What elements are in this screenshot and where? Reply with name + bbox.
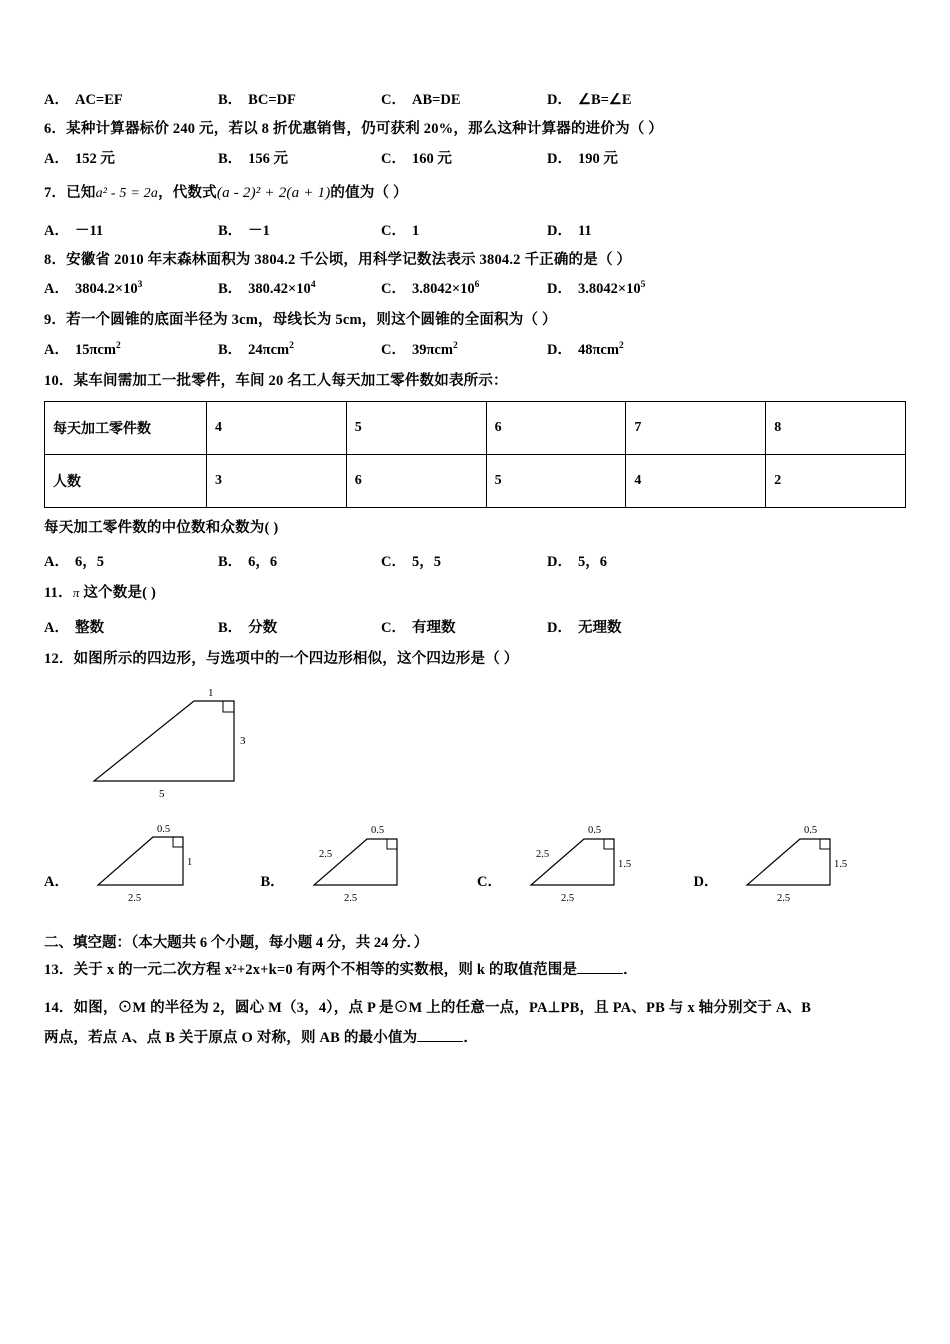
question-12-choices	[44, 817, 910, 917]
option-exponent: 2	[618, 341, 624, 352]
label-top: 0.5	[156, 824, 171, 835]
row-header: 人数	[45, 454, 207, 507]
option-text: BC=DF	[248, 92, 296, 108]
choice-c[interactable]	[477, 817, 694, 917]
option-label: B．	[218, 92, 243, 108]
question-7-stem	[44, 182, 910, 205]
label-top: 0.5	[804, 825, 818, 836]
table-row	[45, 401, 906, 454]
choice-label: A．	[44, 874, 69, 890]
option-text: 3.8042×10	[411, 281, 475, 298]
question-6-options	[44, 147, 910, 168]
question-6-stem: 6．某种计算器标价 240 元，若以 8 折优惠销售，仍可获利 20%，那么这种计算器的进价为（ ）	[44, 121, 663, 137]
option-label: B．	[218, 553, 243, 570]
answer-blank[interactable]	[417, 1041, 463, 1042]
choice-b[interactable]	[261, 817, 478, 917]
option-exponent: 2	[115, 341, 121, 352]
question-10-options	[44, 550, 910, 571]
option-b[interactable]	[218, 88, 381, 109]
option-d[interactable]	[547, 616, 621, 637]
option-text: 11	[577, 222, 592, 239]
label-right: 1.5	[617, 859, 632, 870]
option-label: B．	[218, 150, 243, 167]
q7-expression-1: a² - 5 = 2a	[95, 185, 159, 201]
option-c[interactable]	[381, 147, 547, 168]
page-content	[44, 82, 910, 1053]
label-bottom: 2.5	[777, 893, 791, 904]
question-8-options	[44, 277, 910, 298]
option-label: C．	[381, 342, 406, 358]
option-a[interactable]	[44, 616, 218, 637]
parts-table	[44, 401, 906, 508]
option-c[interactable]	[381, 277, 547, 298]
cell: 6	[486, 401, 626, 454]
option-exponent: 5	[640, 280, 646, 291]
option-text: －1	[248, 222, 270, 239]
option-label: C．	[381, 553, 406, 570]
cell: 3	[207, 454, 347, 507]
option-label: D．	[547, 342, 572, 358]
option-text: 3804.2×10	[74, 281, 138, 298]
option-a[interactable]	[44, 550, 218, 571]
q11-suffix: 这个数是( )	[83, 584, 157, 601]
option-exponent: 2	[452, 341, 458, 352]
option-d[interactable]	[547, 277, 645, 298]
option-text: 380.42×10	[248, 281, 311, 298]
trapezoid-c-svg	[506, 817, 656, 917]
cell: 8	[766, 401, 906, 454]
option-b[interactable]	[218, 616, 381, 637]
option-b[interactable]	[218, 147, 381, 168]
cell: 4	[207, 401, 347, 454]
label-top: 0.5	[370, 825, 384, 836]
option-label: B．	[218, 620, 243, 637]
option-label: A．	[44, 92, 69, 108]
question-7-options	[44, 219, 910, 240]
option-b[interactable]	[218, 338, 381, 359]
option-exponent: 4	[310, 280, 316, 291]
option-label: A．	[44, 281, 69, 298]
label-right: 3	[240, 735, 246, 747]
cell: 5	[486, 454, 626, 507]
q7-expression-2: (a - 2)² + 2(a + 1)	[216, 184, 331, 201]
choice-a[interactable]	[44, 817, 261, 917]
question-13-tail: ．	[623, 962, 638, 978]
option-label: A．	[44, 222, 69, 239]
question-14-text: 两点，若点 A、点 B 关于原点 O 对称，则 AB 的最小值为	[44, 1029, 418, 1046]
section-2-heading: 二、填空题：（本大题共 6 个小题，每小题 4 分，共 24 分．）	[44, 935, 429, 951]
option-c[interactable]	[381, 338, 547, 359]
option-label: D．	[547, 620, 572, 637]
option-a[interactable]	[44, 147, 218, 168]
q7-stem-prefix: 7．已知	[44, 184, 96, 201]
option-label: D．	[547, 150, 572, 167]
trapezoid-a-svg	[73, 817, 223, 917]
label-top: 0.5	[587, 825, 602, 836]
label-left: 2.5	[318, 849, 332, 860]
cell: 2	[766, 454, 906, 507]
option-a[interactable]	[44, 88, 218, 109]
option-label: C．	[381, 222, 406, 239]
option-label: B．	[218, 342, 243, 358]
question-11-stem	[44, 583, 910, 605]
question-14-line-2	[44, 1028, 910, 1050]
option-text: 无理数	[577, 620, 622, 637]
question-13	[44, 960, 910, 982]
option-label: C．	[381, 150, 406, 167]
option-label: C．	[381, 620, 406, 637]
trapezoid-main-svg	[84, 681, 284, 806]
option-d[interactable]	[547, 338, 624, 359]
question-14-tail: ．	[463, 1029, 479, 1046]
question-9-stem: 9．若一个圆锥的底面半径为 3cm，母线长为 5cm，则这个圆锥的全面积为（ ）	[44, 312, 557, 329]
option-text: 6，5	[74, 553, 104, 570]
option-text: 39πcm	[411, 342, 453, 358]
label-top: 1	[208, 687, 214, 699]
option-c[interactable]	[381, 88, 547, 109]
option-b[interactable]	[218, 277, 381, 298]
option-label: C．	[381, 281, 406, 298]
table-row	[45, 454, 906, 507]
choice-label: D．	[693, 874, 719, 890]
label-bottom: 2.5	[343, 893, 357, 904]
choice-label: C．	[477, 874, 502, 890]
option-a[interactable]	[44, 277, 218, 298]
question-11-options	[44, 616, 910, 637]
option-text: －11	[74, 222, 104, 239]
option-text: 156 元	[248, 150, 289, 167]
label-right: 1.5	[834, 859, 848, 870]
option-label: D．	[547, 222, 572, 239]
cell: 5	[346, 401, 486, 454]
option-label: B．	[218, 222, 243, 239]
option-label: A．	[44, 150, 69, 167]
cell: 6	[346, 454, 486, 507]
question-13-text: 13．关于 x 的一元二次方程 x²+2x+k=0 有两个不相等的实数根，则 k 的取值范围是	[44, 962, 578, 978]
option-text: 15πcm	[74, 342, 116, 358]
option-text: 160 元	[411, 150, 452, 167]
cell: 7	[626, 401, 766, 454]
label-bottom: 2.5	[127, 893, 142, 904]
option-d[interactable]	[547, 147, 618, 168]
option-text: 1	[411, 222, 420, 239]
question-12-stem: 12．如图所示的四边形，与选项中的一个四边形相似，这个四边形是（ ）	[44, 651, 519, 668]
option-c[interactable]	[381, 616, 547, 637]
option-exponent: 6	[474, 280, 480, 291]
choice-d[interactable]	[694, 817, 911, 917]
option-text: 190 元	[577, 150, 618, 167]
option-label: A．	[44, 620, 69, 637]
option-text: 有理数	[411, 620, 456, 637]
option-c[interactable]	[381, 550, 547, 571]
option-label: D．	[547, 281, 572, 298]
q7-stem-suffix: 的值为（ ）	[330, 184, 408, 201]
option-text: 3.8042×10	[577, 281, 641, 298]
label-bottom: 2.5	[560, 893, 575, 904]
choice-label: B．	[260, 874, 285, 890]
option-label: A．	[44, 553, 69, 570]
option-d[interactable]	[547, 88, 632, 109]
option-c[interactable]	[381, 219, 547, 240]
row-header: 每天加工零件数	[45, 401, 207, 454]
option-text: 5，5	[411, 553, 441, 570]
answer-blank[interactable]	[577, 973, 623, 974]
option-text: 整数	[74, 620, 104, 637]
option-text: 48πcm	[577, 342, 619, 358]
trapezoid-d-svg	[722, 817, 872, 917]
question-5-options	[44, 88, 910, 109]
question-12-main-figure	[84, 681, 910, 811]
option-text: ∠B=∠E	[577, 92, 632, 108]
question-10-subquestion: 每天加工零件数的中位数和众数为( )	[44, 519, 279, 536]
option-text: AB=DE	[411, 92, 461, 108]
label-right: 1	[186, 857, 193, 868]
option-a[interactable]	[44, 219, 218, 240]
option-d[interactable]	[547, 219, 592, 240]
question-9-options	[44, 338, 910, 359]
option-label: C．	[381, 92, 406, 108]
option-label: A．	[44, 342, 69, 358]
option-d[interactable]	[547, 550, 607, 571]
q11-prefix: 11．	[44, 584, 73, 601]
option-b[interactable]	[218, 219, 381, 240]
option-label: B．	[218, 281, 243, 298]
label-bottom: 5	[159, 788, 165, 800]
label-left: 2.5	[535, 849, 550, 860]
option-exponent: 3	[137, 280, 143, 291]
option-text: 5，6	[577, 553, 607, 570]
option-label: D．	[547, 92, 572, 108]
q7-stem-mid: ，代数式	[158, 184, 217, 201]
option-a[interactable]	[44, 338, 218, 359]
question-14-line-1: 14．如图，⊙M 的半径为 2，圆心 M（3，4），点 P 是⊙M 上的任意一点，PA⊥PB，且 PA、PB 与 x 轴分别交于 A、B	[44, 999, 812, 1016]
question-10-stem: 10．某车间需加工一批零件，车间 20 名工人每天加工零件数如表所示：	[44, 373, 508, 389]
trapezoid-b-svg	[289, 817, 439, 917]
pi-symbol: π	[72, 584, 80, 600]
option-text: 24πcm	[248, 342, 290, 358]
option-text: 152 元	[74, 150, 115, 167]
option-text: 6，6	[248, 553, 278, 570]
cell: 4	[626, 454, 766, 507]
option-b[interactable]	[218, 550, 381, 571]
question-8-stem: 8．安徽省 2010 年末森林面积为 3804.2 千公顷，用科学记数法表示 3804.2 千正确的是（ ）	[44, 251, 632, 268]
option-label: D．	[547, 553, 572, 570]
option-text: AC=EF	[74, 92, 123, 108]
option-exponent: 2	[289, 341, 294, 352]
option-text: 分数	[248, 620, 278, 637]
